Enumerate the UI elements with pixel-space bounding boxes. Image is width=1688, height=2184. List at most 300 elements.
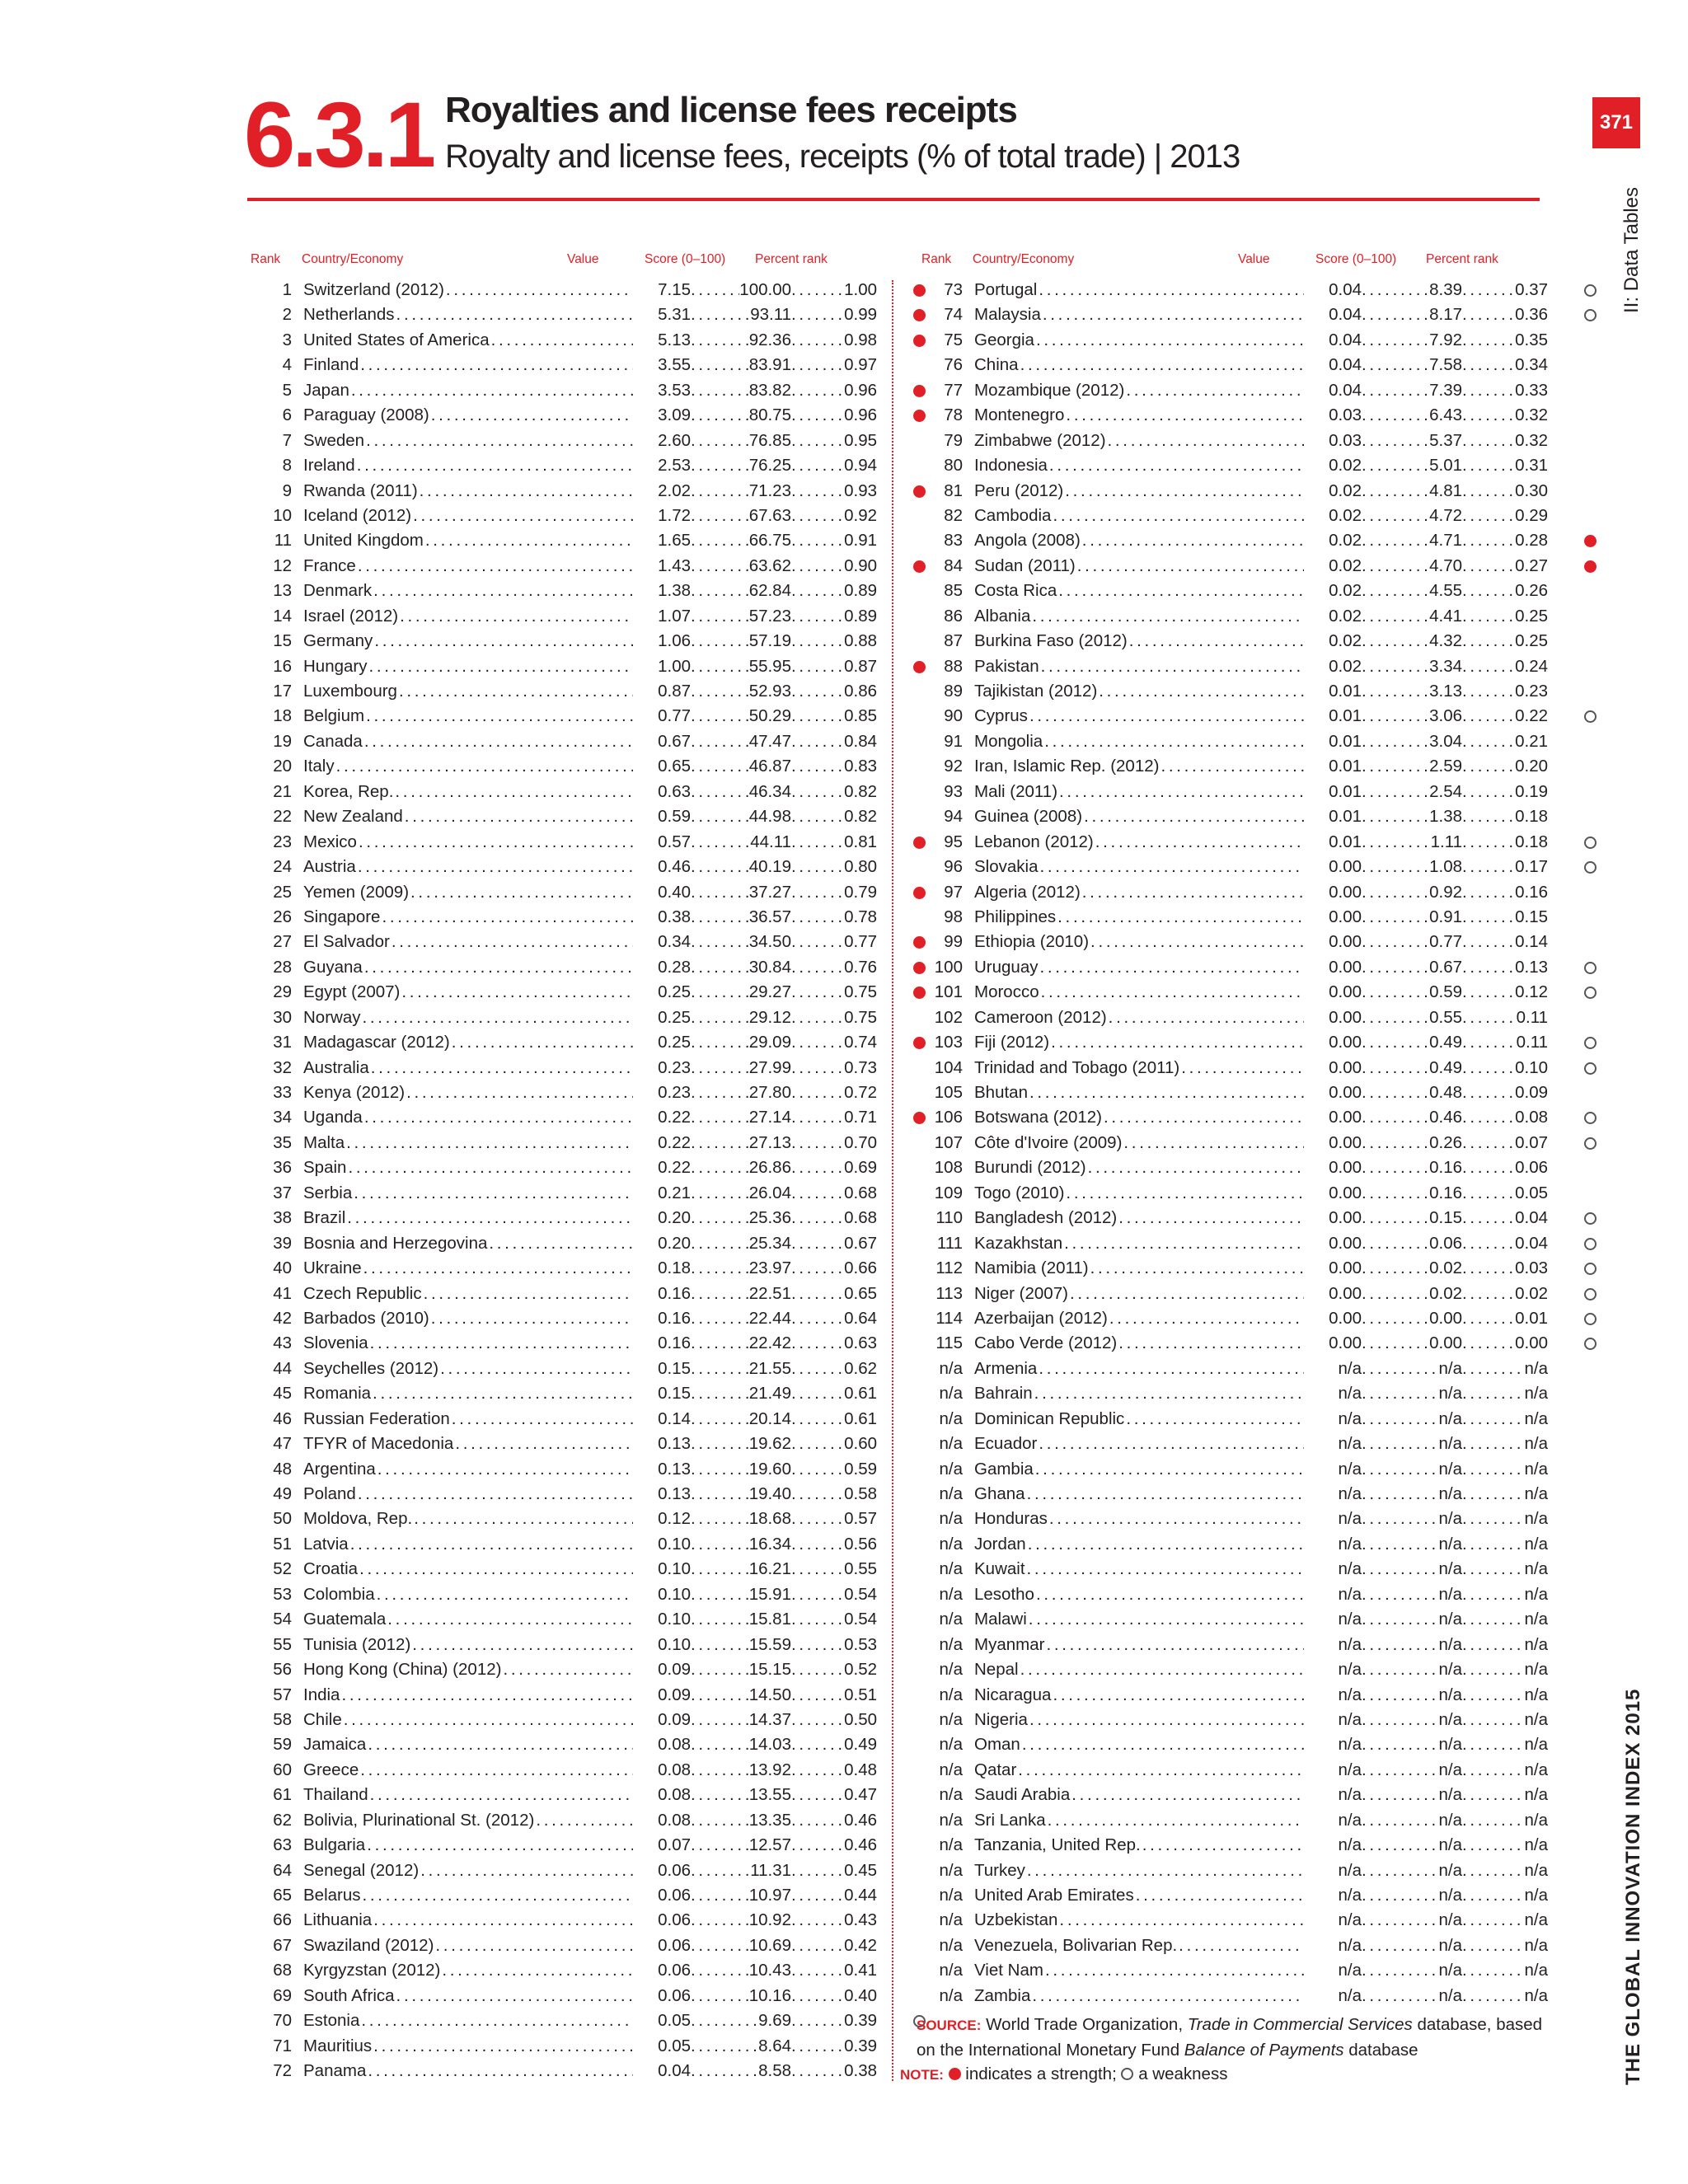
value-text: 5.13 <box>658 330 691 349</box>
country-cell <box>303 1030 633 1055</box>
table-row <box>247 328 940 353</box>
value-cell <box>1304 980 1362 1005</box>
leader-dots <box>691 855 749 879</box>
leader-dots <box>1160 754 1304 779</box>
country-name: Algeria (2012) <box>974 882 1081 902</box>
leader-dots <box>1462 1933 1525 1958</box>
score-text: n/a <box>1438 1584 1462 1604</box>
country-name: Argentina <box>303 1459 376 1479</box>
rank-cell: 89 <box>944 682 963 701</box>
country-cell <box>974 654 1304 679</box>
score-text: 10.92 <box>748 1910 791 1930</box>
country-cell <box>974 353 1304 377</box>
score-text: 67.63 <box>748 505 791 525</box>
percent-rank-cell <box>791 1457 877 1482</box>
percent-rank-text: 0.82 <box>844 781 877 801</box>
percent-rank-text: 0.61 <box>844 1408 877 1428</box>
percent-rank-cell <box>791 1256 877 1281</box>
percent-rank-text: 0.86 <box>844 682 877 701</box>
value-text: 0.06 <box>658 1910 691 1930</box>
value-text: n/a <box>1338 1358 1362 1378</box>
value-cell <box>1304 1457 1362 1482</box>
table-row <box>247 1633 940 1657</box>
value-text: 0.00 <box>1329 982 1362 1002</box>
leader-dots <box>691 554 749 579</box>
leader-dots <box>1462 579 1515 603</box>
leader-dots <box>373 1381 633 1406</box>
country-cell <box>974 1256 1304 1281</box>
score-cell <box>691 729 791 754</box>
table-row <box>247 2059 940 2083</box>
score-text: 0.00 <box>1429 1308 1462 1328</box>
value-cell <box>1304 1056 1362 1080</box>
leader-dots <box>424 1282 633 1306</box>
value-cell <box>1304 830 1362 855</box>
value-cell <box>1304 679 1362 704</box>
value-text: n/a <box>1338 1860 1362 1880</box>
leader-dots <box>791 554 844 579</box>
country-name: Bangladesh (2012) <box>974 1208 1118 1228</box>
leader-dots <box>791 1908 844 1933</box>
leader-dots <box>1049 453 1304 478</box>
score-text: 13.55 <box>748 1785 791 1805</box>
country-name: United Kingdom <box>303 531 424 551</box>
percent-rank-text: 0.73 <box>844 1057 877 1077</box>
leader-dots <box>1066 403 1304 428</box>
leader-dots <box>791 302 844 327</box>
percent-rank-text: 0.93 <box>844 480 877 500</box>
country-name: Sudan (2011) <box>974 555 1076 575</box>
value-cell <box>1304 654 1362 679</box>
leader-dots <box>401 980 633 1005</box>
score-text: 29.09 <box>748 1033 791 1052</box>
table-row <box>247 1557 940 1582</box>
score-cell <box>1362 654 1462 679</box>
leader-dots <box>1362 1532 1439 1557</box>
percent-rank-text: 0.08 <box>1515 1108 1548 1127</box>
country-cell <box>303 353 633 377</box>
leader-dots <box>1462 1532 1525 1557</box>
table-row <box>918 1883 1611 1908</box>
score-cell <box>691 1005 791 1030</box>
leader-dots <box>1129 629 1304 654</box>
percent-rank-text: n/a <box>1524 1434 1548 1454</box>
score-text: 92.36 <box>748 330 791 349</box>
score-cell <box>691 453 791 478</box>
leader-dots <box>691 1030 749 1055</box>
value-text: 0.16 <box>658 1333 691 1353</box>
score-text: 0.06 <box>1429 1233 1462 1253</box>
score-cell <box>1362 1984 1462 2008</box>
country-name: Slovakia <box>974 857 1039 877</box>
leader-dots <box>357 453 633 478</box>
percent-rank-text: n/a <box>1524 1760 1548 1779</box>
rank-cell: 24 <box>273 857 292 877</box>
leader-dots <box>1462 554 1515 579</box>
country-cell <box>974 479 1304 504</box>
score-text: 0.26 <box>1429 1132 1462 1152</box>
percent-rank-cell <box>1462 1155 1548 1180</box>
country-name: Morocco <box>974 982 1039 1002</box>
score-cell <box>691 1883 791 1908</box>
leader-dots <box>364 1105 633 1130</box>
leader-dots <box>1462 1883 1525 1908</box>
rank-cell: 53 <box>273 1584 292 1604</box>
table-row <box>918 1532 1611 1557</box>
leader-dots <box>440 1357 633 1381</box>
value-text: 0.65 <box>658 757 691 776</box>
percent-rank-cell <box>1462 830 1548 855</box>
leader-dots <box>503 1657 633 1682</box>
score-cell <box>691 1783 791 1807</box>
percent-rank-text: 0.04 <box>1515 1208 1548 1228</box>
country-cell <box>974 729 1304 754</box>
percent-rank-cell <box>791 1206 877 1230</box>
score-text: 0.49 <box>1429 1033 1462 1052</box>
table-row <box>247 278 940 302</box>
table-row <box>247 302 940 327</box>
value-text: 1.00 <box>658 656 691 676</box>
country-cell <box>303 328 633 353</box>
leader-dots <box>791 679 844 704</box>
percent-rank-text: 0.33 <box>1515 380 1548 400</box>
country-cell <box>303 1984 633 2008</box>
leader-dots <box>1362 955 1429 980</box>
table-row <box>247 528 940 553</box>
value-cell <box>633 1783 691 1807</box>
leader-dots <box>1039 1432 1304 1456</box>
rank-cell: 75 <box>944 330 963 349</box>
percent-rank-text: 0.54 <box>844 1584 877 1604</box>
country-name: Tunisia (2012) <box>303 1634 411 1654</box>
country-name: Singapore <box>303 907 381 926</box>
country-name: Albania <box>974 606 1031 626</box>
rank-cell: 32 <box>273 1057 292 1077</box>
leader-dots <box>1462 1858 1525 1883</box>
value-cell <box>633 429 691 453</box>
leader-dots <box>1044 729 1304 754</box>
country-name: Turkey <box>974 1860 1025 1880</box>
rank-cell: 21 <box>273 781 292 801</box>
country-name: Honduras <box>974 1509 1048 1529</box>
score-text: 15.81 <box>748 1610 791 1629</box>
score-cell <box>691 1256 791 1281</box>
score-text: 10.69 <box>748 1935 791 1955</box>
country-cell <box>303 980 633 1005</box>
leader-dots <box>1462 353 1515 377</box>
value-text: 0.06 <box>658 1860 691 1880</box>
leader-dots <box>1462 1131 1515 1155</box>
leader-dots <box>1462 804 1515 829</box>
country-name: Spain <box>303 1158 347 1178</box>
legend-note <box>900 2062 1227 2088</box>
value-text: 0.63 <box>658 781 691 801</box>
value-text: 0.13 <box>658 1484 691 1503</box>
table-row <box>918 1381 1611 1406</box>
country-name: Nigeria <box>974 1709 1028 1729</box>
rank-cell: n/a <box>939 1534 963 1554</box>
value-cell <box>633 1457 691 1482</box>
leader-dots <box>420 1858 633 1883</box>
leader-dots <box>1039 1357 1304 1381</box>
country-name: Hong Kong (China) (2012) <box>303 1660 502 1680</box>
score-text: n/a <box>1438 1559 1462 1579</box>
table-row <box>247 1457 940 1482</box>
leader-dots <box>371 1056 633 1080</box>
percent-rank-cell <box>1462 1282 1548 1306</box>
score-text: n/a <box>1438 1408 1462 1428</box>
table-row <box>247 1933 940 1958</box>
rank-cell: 18 <box>273 706 292 726</box>
value-cell <box>1304 1507 1362 1531</box>
percent-rank-text: 0.89 <box>844 581 877 601</box>
leader-dots <box>791 403 844 428</box>
value-cell <box>633 579 691 603</box>
score-text: 29.12 <box>748 1007 791 1027</box>
score-text: n/a <box>1438 1785 1462 1805</box>
leader-dots <box>1362 654 1429 679</box>
leader-dots <box>1462 278 1515 302</box>
rank-cell: n/a <box>939 1785 963 1805</box>
country-name: Chile <box>303 1709 342 1729</box>
score-cell <box>691 328 791 353</box>
value-text: 0.06 <box>658 1886 691 1905</box>
leader-dots <box>1462 1607 1525 1632</box>
country-name: Qatar <box>974 1760 1017 1779</box>
column-divider <box>892 280 893 2081</box>
table-row <box>918 1030 1611 1055</box>
country-name: Ireland <box>303 456 355 476</box>
percent-rank-cell <box>791 1231 877 1256</box>
country-cell <box>974 880 1304 905</box>
rank-cell: n/a <box>939 1434 963 1454</box>
value-cell <box>633 654 691 679</box>
country-name: Mongolia <box>974 731 1043 751</box>
table-row <box>247 754 940 779</box>
leader-dots <box>377 1457 633 1482</box>
leader-dots <box>1462 1557 1525 1582</box>
country-cell <box>303 804 633 829</box>
percent-rank-cell <box>1462 1331 1548 1356</box>
leader-dots <box>1040 955 1305 980</box>
score-cell <box>1362 1457 1462 1482</box>
table-row <box>247 2034 940 2059</box>
score-text: 19.60 <box>748 1459 791 1479</box>
value-text: 0.00 <box>1329 1283 1362 1303</box>
value-cell <box>633 1005 691 1030</box>
country-cell <box>303 579 633 603</box>
value-text: 0.07 <box>658 1835 691 1855</box>
percent-rank-cell <box>1462 1883 1548 1908</box>
score-text: 55.95 <box>748 656 791 676</box>
score-cell <box>1362 1783 1462 1807</box>
percent-rank-text: n/a <box>1524 1584 1548 1604</box>
value-text: 0.01 <box>1329 807 1362 827</box>
value-text: 0.10 <box>658 1584 691 1604</box>
country-name: Israel (2012) <box>303 606 399 626</box>
value-text: 0.01 <box>1329 731 1362 751</box>
value-text: 0.02 <box>1329 456 1362 476</box>
leader-dots <box>1362 830 1431 855</box>
country-cell <box>303 1457 633 1482</box>
value-cell <box>633 1633 691 1657</box>
value-text: n/a <box>1338 1810 1362 1830</box>
leader-dots <box>691 704 749 729</box>
value-text: 0.13 <box>658 1459 691 1479</box>
leader-dots <box>1104 1105 1304 1130</box>
value-cell <box>1304 1282 1362 1306</box>
score-cell <box>691 980 791 1005</box>
score-text: n/a <box>1438 1835 1462 1855</box>
percent-rank-text: 0.21 <box>1515 731 1548 751</box>
value-text: 0.01 <box>1329 706 1362 726</box>
leader-dots <box>791 1206 844 1230</box>
source-note <box>917 2013 1543 2063</box>
rank-cell: 91 <box>944 731 963 751</box>
leader-dots <box>1362 1105 1429 1130</box>
leader-dots <box>791 353 844 377</box>
leader-dots <box>1126 378 1304 403</box>
country-cell <box>303 479 633 504</box>
percent-rank-cell <box>1462 679 1548 704</box>
country-cell <box>303 1181 633 1206</box>
value-cell <box>1304 1181 1362 1206</box>
value-cell <box>1304 1933 1362 1958</box>
value-cell <box>633 1683 691 1708</box>
country-cell <box>974 1607 1304 1632</box>
country-name: Mozambique (2012) <box>974 380 1125 400</box>
country-cell <box>974 1708 1304 1732</box>
rank-cell: 52 <box>273 1559 292 1579</box>
leader-dots <box>359 830 633 855</box>
rank-cell: 48 <box>273 1459 292 1479</box>
value-text: 0.08 <box>658 1735 691 1755</box>
score-text: 0.02 <box>1429 1258 1462 1278</box>
leader-dots <box>791 1783 844 1807</box>
country-cell <box>974 855 1304 879</box>
percent-rank-text: 0.16 <box>1515 882 1548 902</box>
leader-dots <box>1362 1381 1439 1406</box>
value-cell <box>1304 378 1362 403</box>
percent-rank-text: 0.46 <box>844 1810 877 1830</box>
value-text: n/a <box>1338 1760 1362 1779</box>
percent-rank-cell <box>1462 1532 1548 1557</box>
country-cell <box>303 955 633 980</box>
table-row <box>918 1783 1611 1807</box>
value-cell <box>1304 1758 1362 1783</box>
score-text: 26.86 <box>748 1158 791 1178</box>
leader-dots <box>691 754 749 779</box>
country-name: Senegal (2012) <box>303 1860 420 1880</box>
value-cell <box>1304 453 1362 478</box>
value-text: 2.02 <box>658 480 691 500</box>
score-text: 27.13 <box>748 1132 791 1152</box>
rank-cell: 63 <box>273 1835 292 1855</box>
value-cell <box>633 1357 691 1381</box>
value-text: 1.65 <box>658 531 691 551</box>
value-cell <box>1304 1030 1362 1055</box>
score-cell <box>691 1633 791 1657</box>
leader-dots <box>1064 1231 1304 1256</box>
value-cell <box>1304 1607 1362 1632</box>
leader-dots <box>1057 905 1304 930</box>
table-row <box>918 1432 1611 1456</box>
leader-dots <box>420 479 633 504</box>
table-row <box>918 604 1611 629</box>
percent-rank-cell <box>1462 804 1548 829</box>
table-row <box>918 1105 1611 1130</box>
leader-dots <box>1362 1256 1429 1281</box>
table-row <box>247 1432 940 1456</box>
value-text: 0.01 <box>1329 757 1362 776</box>
value-text: n/a <box>1338 1610 1362 1629</box>
leader-dots <box>1462 679 1515 704</box>
table-row <box>918 729 1611 754</box>
leader-dots <box>691 479 749 504</box>
leader-dots <box>1018 1758 1304 1783</box>
table-row <box>247 629 940 654</box>
leader-dots <box>791 1607 844 1632</box>
value-cell <box>633 1732 691 1757</box>
value-cell <box>633 1482 691 1507</box>
leader-dots <box>691 2034 758 2059</box>
percent-rank-cell <box>791 429 877 453</box>
score-text: n/a <box>1438 1434 1462 1454</box>
leader-dots <box>366 429 633 453</box>
value-cell <box>1304 429 1362 453</box>
rank-cell: 12 <box>273 555 292 575</box>
value-cell <box>633 554 691 579</box>
leader-dots <box>791 1432 844 1456</box>
score-cell <box>691 1231 791 1256</box>
percent-rank-cell <box>1462 1833 1548 1858</box>
leader-dots <box>1362 780 1429 804</box>
score-cell <box>691 1908 791 1933</box>
score-text: 8.17 <box>1429 305 1462 325</box>
table-row <box>918 1306 1611 1331</box>
leader-dots <box>405 804 633 829</box>
percent-rank-text: 0.41 <box>844 1961 877 1980</box>
leader-dots <box>791 955 844 980</box>
percent-rank-text: 0.12 <box>1515 982 1548 1002</box>
rank-cell: 55 <box>273 1634 292 1654</box>
table-row <box>918 1582 1611 1607</box>
value-cell <box>1304 579 1362 603</box>
table-row <box>918 554 1611 579</box>
leader-dots <box>412 1633 633 1657</box>
rank-cell: 93 <box>944 781 963 801</box>
score-text: 1.08 <box>1429 857 1462 877</box>
table-row <box>247 1482 940 1507</box>
table-row <box>247 1657 940 1682</box>
value-text: 0.09 <box>658 1709 691 1729</box>
value-text: 0.13 <box>658 1434 691 1454</box>
leader-dots <box>1462 1282 1515 1306</box>
country-cell <box>303 1231 633 1256</box>
score-text: 14.37 <box>748 1709 791 1729</box>
score-cell <box>691 1808 791 1833</box>
weakness-circle-icon <box>1121 2068 1133 2080</box>
country-cell <box>303 880 633 905</box>
leader-dots <box>791 780 844 804</box>
leader-dots <box>1362 579 1429 603</box>
score-text: 4.72 <box>1429 505 1462 525</box>
score-text: 18.68 <box>748 1509 791 1529</box>
country-name: Bosnia and Herzegovina <box>303 1233 488 1253</box>
value-text: 0.00 <box>1329 1258 1362 1278</box>
leader-dots <box>791 1633 844 1657</box>
leader-dots <box>452 1407 633 1432</box>
